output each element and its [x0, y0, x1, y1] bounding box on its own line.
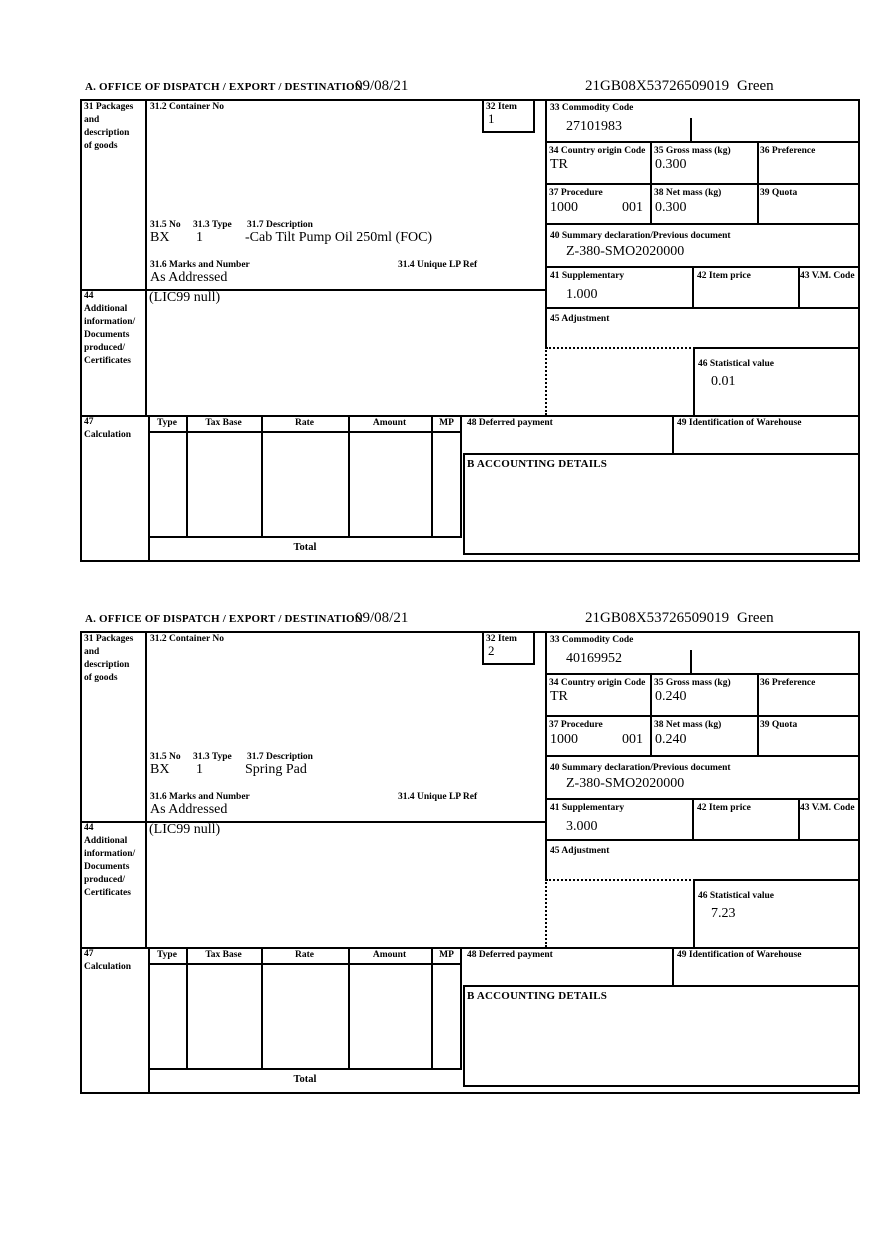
package-type-label: 31.3 Type — [193, 752, 232, 762]
calc-column-divider — [348, 415, 350, 538]
additional-info-value: (LIC99 null) — [149, 822, 221, 837]
vm-code-label: 43 V.M. Code — [800, 271, 855, 281]
row-divider — [545, 266, 860, 268]
calc-header-divider — [148, 431, 462, 433]
container-no-label: 31.2 Container No — [150, 102, 224, 112]
row-divider — [545, 141, 860, 143]
preference-label: 36 Preference — [760, 146, 816, 156]
adjustment-label: 45 Adjustment — [550, 846, 610, 856]
accounting-details-label: B ACCOUNTING DETAILS — [467, 990, 608, 1002]
box44-label-line: 44 — [84, 823, 94, 833]
commodity-code-divider — [690, 118, 692, 141]
country-origin-value: TR — [550, 157, 568, 172]
calc-header-tax-base: Tax Base — [205, 418, 242, 428]
vm-code-label: 43 V.M. Code — [800, 803, 855, 813]
box31-label-line: of goods — [84, 673, 118, 683]
commodity-code-label: 33 Commodity Code — [550, 103, 634, 113]
calc-column-divider — [431, 947, 433, 1070]
deferred-payment-label: 48 Deferred payment — [467, 950, 553, 960]
box44-label-line: Additional — [84, 836, 128, 846]
calc-header-rate: Rate — [295, 418, 314, 428]
mass-column-divider — [650, 141, 652, 223]
row-divider — [545, 798, 860, 800]
item-price-label: 42 Item price — [697, 271, 751, 281]
calc-column-divider — [348, 947, 350, 1070]
warehouse-id-label: 49 Identification of Warehouse — [677, 418, 802, 428]
procedure-value: 1000 — [550, 200, 578, 215]
deferred-warehouse-divider — [672, 415, 674, 453]
dotted-horizontal-divider — [546, 347, 691, 349]
box44-label-line: information/ — [84, 317, 136, 327]
previous-document-value: Z-380-SMO2020000 — [566, 776, 685, 791]
item-box-label: 32 Item — [486, 102, 517, 112]
box31-label-line: 31 Packages — [84, 102, 134, 112]
procedure-label: 37 Procedure — [549, 720, 603, 730]
box47-label-line: Calculation — [84, 962, 131, 972]
date-value: 09/08/21 — [355, 78, 409, 94]
calc-header-mp: MP — [439, 950, 454, 960]
dotted-vertical-divider — [545, 879, 547, 947]
item-box-label: 32 Item — [486, 634, 517, 644]
goods-description-value: -Cab Tilt Pump Oil 250ml (FOC) — [245, 230, 433, 245]
supplementary-value: 1.000 — [566, 287, 598, 302]
gross-mass-label: 35 Gross mass (kg) — [654, 146, 731, 156]
gross-mass-value: 0.240 — [655, 689, 687, 704]
net-mass-label: 38 Net mass (kg) — [654, 188, 722, 198]
box44-label-line: information/ — [84, 849, 136, 859]
box44-label-line: Certificates — [84, 888, 131, 898]
dotted-horizontal-divider — [546, 879, 691, 881]
warehouse-id-label: 49 Identification of Warehouse — [677, 950, 802, 960]
marks-value: As Addressed — [150, 802, 228, 817]
office-of-dispatch-label: A. OFFICE OF DISPATCH / EXPORT / DESTINATION — [85, 81, 363, 93]
unique-lp-ref-label: 31.4 Unique LP Ref — [398, 792, 478, 802]
calc-header-divider — [148, 963, 462, 965]
box31-label-line: and — [84, 115, 100, 125]
statistical-value-label: 46 Statistical value — [698, 891, 774, 901]
summary-declaration-label: 40 Summary declaration/Previous document — [550, 231, 731, 241]
calc-header-amount: Amount — [372, 950, 407, 960]
mrn-value: 21GB08X53726509019 — [585, 610, 730, 626]
box44-label-line: Additional — [84, 304, 128, 314]
commodity-code-divider — [690, 650, 692, 673]
sad-continuation-form — [0, 610, 882, 1142]
country-origin-label: 34 Country origin Code — [549, 678, 646, 688]
box47-label-line: Calculation — [84, 430, 131, 440]
calculation-table — [148, 947, 462, 1070]
item-price-column-divider — [692, 798, 694, 839]
statistical-value-label: 46 Statistical value — [698, 359, 774, 369]
item-number-value: 2 — [488, 643, 495, 658]
row-divider — [545, 183, 860, 185]
box44-label-line: 44 — [84, 291, 94, 301]
supplementary-value: 3.000 — [566, 819, 598, 834]
row-divider — [545, 715, 860, 717]
package-no-value: BX — [150, 230, 170, 245]
box31-label-line: and — [84, 647, 100, 657]
row-divider — [545, 755, 860, 757]
calc-column-divider — [261, 947, 263, 1070]
marks-label: 31.6 Marks and Number — [150, 792, 250, 802]
item-price-column-divider — [692, 266, 694, 307]
supplementary-label: 41 Supplementary — [550, 271, 625, 281]
box47-label-line: 47 — [84, 417, 94, 427]
routing-status: Green — [737, 610, 774, 626]
statistical-value: 0.01 — [711, 374, 736, 389]
procedure-value-2: 001 — [622, 732, 643, 747]
calculation-table — [148, 415, 462, 538]
calc-column-divider — [186, 947, 188, 1070]
package-type-value: 1 — [196, 762, 203, 777]
row-divider — [545, 839, 860, 841]
box44-label-line: produced/ — [84, 343, 126, 353]
box44-label-line: produced/ — [84, 875, 126, 885]
net-mass-value: 0.240 — [655, 732, 687, 747]
unique-lp-ref-label: 31.4 Unique LP Ref — [398, 260, 478, 270]
preference-column-divider — [757, 673, 759, 755]
package-type-label: 31.3 Type — [193, 220, 232, 230]
commodity-code-value: 27101983 — [566, 119, 622, 134]
package-no-label: 31.5 No — [150, 752, 181, 762]
previous-document-value: Z-380-SMO2020000 — [566, 244, 685, 259]
gross-mass-value: 0.300 — [655, 157, 687, 172]
quota-label: 39 Quota — [760, 720, 798, 730]
additional-info-value: (LIC99 null) — [149, 290, 221, 305]
gross-mass-label: 35 Gross mass (kg) — [654, 678, 731, 688]
total-label: Total — [293, 1074, 317, 1085]
calc-header-type: Type — [157, 418, 177, 428]
box31-label-line: 31 Packages — [84, 634, 134, 644]
commodity-code-label: 33 Commodity Code — [550, 635, 634, 645]
preference-column-divider — [757, 141, 759, 223]
goods-description-value: Spring Pad — [245, 762, 307, 777]
statistical-value: 7.23 — [711, 906, 736, 921]
row-divider — [545, 673, 860, 675]
procedure-value-2: 001 — [622, 200, 643, 215]
mrn-value: 21GB08X53726509019 — [585, 78, 730, 94]
calc-column-divider — [261, 415, 263, 538]
calc-header-amount: Amount — [372, 418, 407, 428]
office-of-dispatch-label: A. OFFICE OF DISPATCH / EXPORT / DESTINATION — [85, 613, 363, 625]
calc-header-tax-base: Tax Base — [205, 950, 242, 960]
calc-column-divider — [431, 415, 433, 538]
routing-status: Green — [737, 78, 774, 94]
description-label: 31.7 Description — [247, 752, 313, 762]
quota-label: 39 Quota — [760, 188, 798, 198]
country-origin-label: 34 Country origin Code — [549, 146, 646, 156]
packages-column-divider — [145, 99, 147, 415]
box44-label-line: Certificates — [84, 356, 131, 366]
package-no-value: BX — [150, 762, 170, 777]
item-price-label: 42 Item price — [697, 803, 751, 813]
net-mass-label: 38 Net mass (kg) — [654, 720, 722, 730]
total-label: Total — [293, 542, 317, 553]
calc-header-type: Type — [157, 950, 177, 960]
marks-label: 31.6 Marks and Number — [150, 260, 250, 270]
box31-label-line: description — [84, 660, 130, 670]
sad-continuation-form — [0, 78, 882, 610]
box31-label-line: description — [84, 128, 130, 138]
marks-value: As Addressed — [150, 270, 228, 285]
net-mass-value: 0.300 — [655, 200, 687, 215]
row-divider — [545, 307, 860, 309]
calc-header-rate: Rate — [295, 950, 314, 960]
adjustment-label: 45 Adjustment — [550, 314, 610, 324]
preference-label: 36 Preference — [760, 678, 816, 688]
deferred-payment-label: 48 Deferred payment — [467, 418, 553, 428]
procedure-value: 1000 — [550, 732, 578, 747]
calc-column-divider — [186, 415, 188, 538]
row-divider — [545, 223, 860, 225]
box47-label-line: 47 — [84, 949, 94, 959]
date-value: 09/08/21 — [355, 610, 409, 626]
box44-label-line: Documents — [84, 330, 130, 340]
box31-label-line: of goods — [84, 141, 118, 151]
accounting-details-label: B ACCOUNTING DETAILS — [467, 458, 608, 470]
container-no-label: 31.2 Container No — [150, 634, 224, 644]
item-number-value: 1 — [488, 111, 495, 126]
supplementary-label: 41 Supplementary — [550, 803, 625, 813]
package-type-value: 1 — [196, 230, 203, 245]
calc-header-mp: MP — [439, 418, 454, 428]
dotted-vertical-divider — [545, 347, 547, 415]
procedure-label: 37 Procedure — [549, 188, 603, 198]
summary-declaration-label: 40 Summary declaration/Previous document — [550, 763, 731, 773]
description-label: 31.7 Description — [247, 220, 313, 230]
deferred-warehouse-divider — [672, 947, 674, 985]
mass-column-divider — [650, 673, 652, 755]
package-no-label: 31.5 No — [150, 220, 181, 230]
country-origin-value: TR — [550, 689, 568, 704]
packages-column-divider — [145, 631, 147, 947]
commodity-code-value: 40169952 — [566, 651, 622, 666]
box44-label-line: Documents — [84, 862, 130, 872]
